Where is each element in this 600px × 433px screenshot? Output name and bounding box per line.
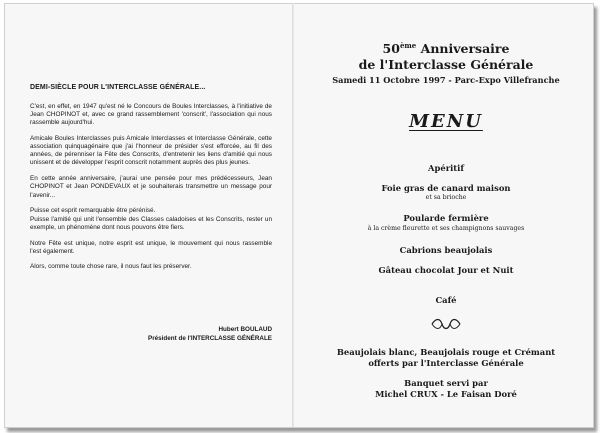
paragraph-5: Notre Fête est unique, notre esprit est unique, le mouvement qui nous rassemble l'est également. <box>30 239 272 255</box>
menu-item-foie-gras: Foie gras de canard maison <box>381 183 511 193</box>
menu-item-gateau: Gâteau chocolat Jour et Nuit <box>378 265 514 275</box>
menu-item-foie-gras-desc: et sa brioche <box>425 194 467 201</box>
title-rest: Anniversaire <box>416 41 510 57</box>
menu-item-cafe: Café <box>435 295 457 305</box>
title-suffix: ème <box>399 41 417 50</box>
left-heading: DEMI-SIÈCLE POUR L'INTERCLASSE GÉNÉRALE... <box>30 84 206 91</box>
menu-item-poularde: Poularde fermière <box>403 213 489 223</box>
paragraph-3: En cette année anniversaire, j'aurai une pensée pour mes prédécesseurs, Jean CHOPINOT et Jean PONDEVAUX et je souhaiterais transmettre un message pour l'avenir... <box>30 175 272 199</box>
anniversary-subtitle: de l'Interclasse Générale <box>358 57 534 72</box>
signature-title: Président de l'INTERCLASSE GÉNÉRALE <box>148 335 272 342</box>
paragraph-2: Amicale Boules Interclasses puis Amicale Interclasses et Interclasse Générale, cette association quinquagénaire que j'ai l'honneur de présider s'est efforcée, au fil des années, de pérenniser la Fête des Conscrits, d'entretenir les liens d'amitié qui nous unissent et de développer l'esprit conscrit notamment auprès des plus jeunes. <box>30 135 272 167</box>
signature-block <box>130 325 272 343</box>
paragraph-1: C'est, en effet, en 1947 qu'est né le Concours de Boules Interclasses, à l'initiative de Jean CHOPINOT et, avec ce grand rassemblement 'conscrit', l'association qui nous rassemble aujourd'hui. <box>30 103 272 127</box>
paragraph-6: Alors, comme toute chose rare, il nous faut les préserver. <box>30 263 192 271</box>
wines-line-2: offerts par l'Interclasse Générale <box>368 358 524 368</box>
menu-item-poularde-desc: à la crème fleurette et ses champignons sauvages <box>367 225 525 232</box>
menu-title: MENU <box>409 111 483 132</box>
title-number: 50 <box>382 41 400 57</box>
menu-item-aperitif: Apéritif <box>428 163 464 173</box>
center-fold <box>292 3 294 427</box>
wines-line-1: Beaujolais blanc, Beaujolais rouge et Crémant <box>336 347 556 357</box>
signature-name: Hubert BOULAUD <box>218 326 272 333</box>
banquet-line-2: Michel CRUX - Le Faisan Doré <box>375 389 517 399</box>
paragraph-4: Puisse cet esprit remarquable être pérénisé. Puisse l'amitié qui unit l'ensemble des Classes caladoises et les Conscrits, rester un exemple, un phénomène dont nous pouvons être fiers. <box>30 207 272 231</box>
left-page <box>30 84 272 279</box>
anniversary-title <box>300 41 592 56</box>
banquet-line-1: Banquet servi par <box>404 378 488 388</box>
menu-item-cabrions: Cabrions beaujolais <box>399 245 493 255</box>
event-date-line: Samedi 11 Octobre 1997 - Parc-Expo Villefranche <box>332 75 560 85</box>
ornament-flourish-icon <box>430 318 462 330</box>
